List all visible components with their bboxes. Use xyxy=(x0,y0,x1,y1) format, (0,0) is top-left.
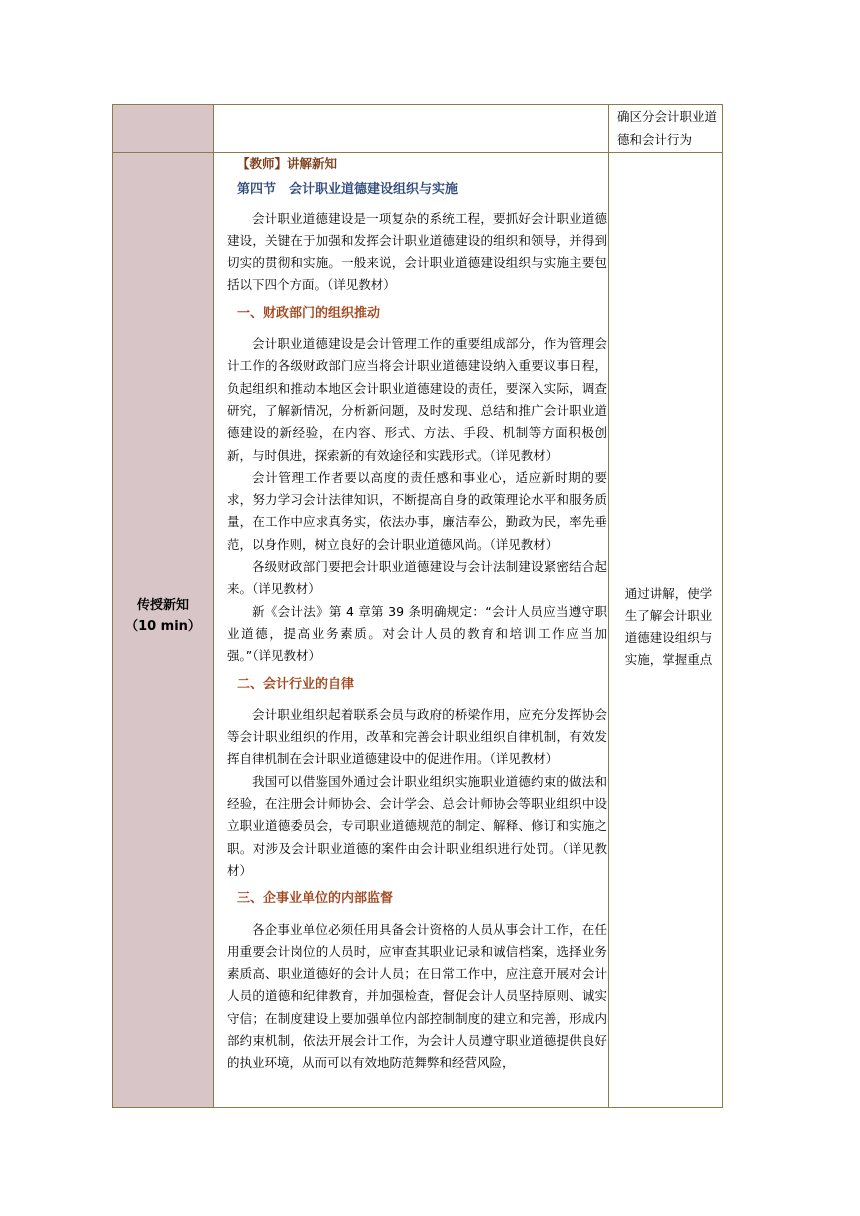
subheading-1: 一、财政部门的组织推动 xyxy=(237,305,381,321)
sub1-paragraph-3: 各级财政部门要把会计职业道德建设与会计法制建设紧密结合起来。（详见教材） xyxy=(227,559,607,597)
teaching-goal-note xyxy=(613,583,724,671)
stage-label: 传授新知 xyxy=(136,598,189,613)
sub2-paragraph-1: 会计职业组织起着联系会员与政府的桥梁作用，应充分发挥协会等会计职业组织的作用，改革和完善会计职业组织自律机制，有效发挥自律机制在会计职业道德建设中的促进作用。（详见教材） xyxy=(227,706,607,767)
lesson-plan-table xyxy=(112,104,723,1108)
intro-paragraph: 会计职业道德建设是一项复杂的系统工程，要抓好会计职业道德建设，关键在于加强和发挥会计职业道德建设的组织和领导，并得到切实的贯彻和实施。一般来说，会计职业道德建设组织与实施主要包括以下四个方面。（详见教材） xyxy=(227,210,607,293)
teacher-tag: 【教师】讲解新知 xyxy=(237,156,338,171)
column-divider-2 xyxy=(608,105,609,1107)
stage-time: （10 min） xyxy=(125,619,201,634)
sub1-paragraph-1: 会计职业道德建设是会计管理工作的重要组成部分，作为管理会计工作的各级财政部门应当将会计职业道德建设纳入重要议事日程，负起组织和推动本地区会计职业道德建设的责任，要深入实际，调查研究，了解新情况，分析新问题，及时发现、总结和推广会计职业道德建设的新经验，在内容、形式、方法、手段、机制等方面积极创新，与时俱进，探索新的有效途径和实践形式。（详见教材） xyxy=(227,336,607,463)
sub1-paragraph-4: 新《会计法》第 4 章第 39 条明确规定：“会计人员应当遵守职业道德，提高业务素质。对会计人员的教育和培训工作应当加强。”（详见教材） xyxy=(227,603,607,664)
sub3-paragraph-1: 各企事业单位必须任用具备会计资格的人员从事会计工作，在任用重要会计岗位的人员时，应审查其职业记录和诚信档案，选择业务素质高、职业道德好的会计人员；在日常工作中，应注意开展对会计人员的道德和纪律教育，并加强检查，督促会计人员坚持原则、诚实守信；在制度建设上要加强单位内部控制制度的建立和完善，形成内部约束机制，依法开展会计工作，为会计人员遵守职业道德提供良好的执业环境，从而可以有效地防范舞弊和经营风险， xyxy=(227,921,607,1071)
subheading-3: 三、企事业单位的内部监督 xyxy=(237,891,394,907)
sub2-paragraph-2: 我国可以借鉴国外通过会计职业组织实施职业道德约束的做法和经验，在注册会计师协会、会计学会、总会计师协会等职业组织中设立职业道德委员会，专司职业道德规范的制定、解释、修订和实施之职。对涉及会计职业道德的案件由会计职业组织进行处罚。（详见教材） xyxy=(227,773,607,878)
section-title: 第四节 会计职业道德建设组织与实施 xyxy=(237,182,459,198)
subheading-2: 二、会计行业的自律 xyxy=(237,676,355,692)
column-divider-1 xyxy=(213,105,214,1107)
lesson-content xyxy=(227,153,607,1075)
sub1-paragraph-2: 会计管理工作者要以高度的责任感和事业心，适应新时期的要求，努力学习会计法律知识，不断提高自身的政策理论水平和服务质量，在工作中应求真务实，依法办事，廉洁奉公，勤政为民，率先垂范，以身作则，树立良好的会计职业道德风尚。（详见教材） xyxy=(227,469,607,552)
stage-cell-top-shade xyxy=(113,105,213,152)
teaching-goal-text: 通过讲解，使学生了解会计职业道德建设组织与实施，掌握重点 xyxy=(624,586,713,667)
stage-label-cell xyxy=(113,595,213,637)
top-row-note: 确区分会计职业道德和会计行为 xyxy=(617,109,718,147)
